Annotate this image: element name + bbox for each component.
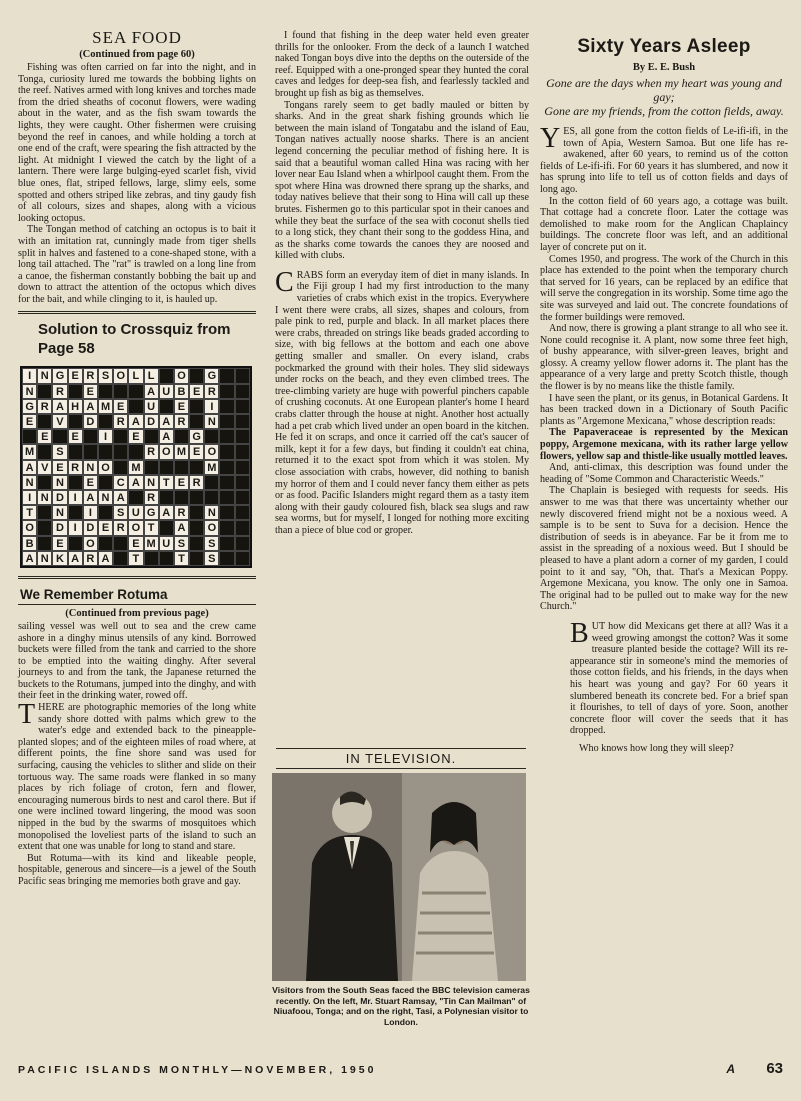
crossword-black-cell <box>98 536 113 551</box>
crossword-cell: N <box>98 490 113 505</box>
crossword-cell: E <box>98 520 113 535</box>
crossword-black-cell <box>159 399 174 414</box>
sea-food-title: SEA FOOD <box>92 28 182 47</box>
crossword-cell: G <box>52 368 67 383</box>
crossword-black-cell <box>113 384 128 399</box>
crossword-cell: U <box>128 505 143 520</box>
crossword-black-cell <box>113 444 128 459</box>
crossword-black-cell <box>128 444 143 459</box>
crossword-cell: L <box>144 368 159 383</box>
crossword-black-cell <box>159 551 174 566</box>
crossword-cell: O <box>113 368 128 383</box>
crossword-cell: R <box>174 505 189 520</box>
crossword-cell: A <box>174 520 189 535</box>
crossword-cell: R <box>83 551 98 566</box>
crossword-cell: N <box>52 505 67 520</box>
crossword-black-cell <box>37 414 52 429</box>
sea-food-paragraph: I found that fishing in the deep water held even greater thrills for the onlooker. From the deck of a launch I watched naked Tongan boys dive into the depths on the outerside of the reef. Equipped with a one-pronged spear they hunted the coral caves and ledges for deep-sea fish, and fearlessly tackled and brought up fish as big as themselves. <box>275 30 529 99</box>
crossword-black-cell <box>235 368 250 383</box>
crossword-cell: M <box>128 460 143 475</box>
crossword-cell: R <box>52 384 67 399</box>
crossword-cell: N <box>144 475 159 490</box>
crossword-cell: A <box>68 551 83 566</box>
crossword-cell: R <box>174 414 189 429</box>
crossword-black-cell <box>235 490 250 505</box>
crossword-black-cell <box>189 490 204 505</box>
photo-illustration <box>272 773 526 981</box>
divider <box>18 576 256 579</box>
crossword-black-cell <box>98 475 113 490</box>
crossword-cell: I <box>22 490 37 505</box>
crossword-black-cell <box>189 414 204 429</box>
crossword-cell: T <box>144 520 159 535</box>
crossword-cell: S <box>204 536 219 551</box>
crossword-black-cell <box>68 475 83 490</box>
crossword-black-cell <box>235 475 250 490</box>
crossword-cell: T <box>128 551 143 566</box>
sea-food-paragraph: The Tongan method of catching an octopus is to bait it with an imitation rat, cunningly made from tiger shells split in halves and fastened to a cone-shaped stone, with a long tail attached. The "rat" is trawled on a long line from a canoe, the fisherman constantly bobbing the bait up and down to attract the attention of the octopus which dives for the bait, and while clinging to it, is hauled up. <box>18 224 256 305</box>
crossword-cell: I <box>68 490 83 505</box>
crossword-black-cell <box>68 444 83 459</box>
crossword-black-cell <box>37 384 52 399</box>
crossword-cell: O <box>174 368 189 383</box>
crossword-cell: T <box>174 551 189 566</box>
sea-food-paragraph: Tongans rarely seem to get badly mauled or bitten by sharks. And in the great shark fishing grounds which lie between the main island of Tongatabu and the island of Eau, Tongan natives actually noose sharks. There is an ancient legend concerning the peculiar method of fishing here. It is said that a beautiful woman called Hina was racing with her lover near Eau Island when a whirlpool caught them. From the spot where Hina was drowned there sprang up the sharks, and today natives believe that their song to Hina will call up these brutes. Fishermen go to this particular spot in their canoes and while they beat the surface of the sea with coconut shells tied to a long stick, they chant their song to the goddess Hina, and as the sharks come towards the canoes they are noosed and killed with clubs. <box>275 99 529 262</box>
crossword-black-cell <box>98 384 113 399</box>
footer-text: PACIFIC ISLANDS MONTHLY—NOVEMBER, 1950 <box>18 1064 377 1076</box>
crossword-cell: L <box>128 368 143 383</box>
crossword-cell: G <box>189 429 204 444</box>
crossword-cell: N <box>204 505 219 520</box>
crossword-cell: R <box>68 460 83 475</box>
television-photo <box>272 773 526 981</box>
television-heading: IN TELEVISION. <box>276 748 526 769</box>
crossword-black-cell <box>22 429 37 444</box>
drop-cap: Y <box>540 123 561 154</box>
crossword-cell: E <box>52 460 67 475</box>
crossword-cell: T <box>22 505 37 520</box>
crossword-black-cell <box>235 551 250 566</box>
crossword-cell: E <box>68 429 83 444</box>
crossword-cell: S <box>98 368 113 383</box>
crossword-cell: D <box>52 490 67 505</box>
crossword-cell: D <box>83 520 98 535</box>
crossword-cell: A <box>22 460 37 475</box>
crossword-cell: E <box>83 384 98 399</box>
crossword-cell: T <box>159 475 174 490</box>
sea-food-continued: (Continued from page 60) <box>79 49 195 60</box>
crossword-cell: B <box>22 536 37 551</box>
crossword-black-cell <box>37 520 52 535</box>
crossword-cell: E <box>68 368 83 383</box>
crossword-black-cell <box>235 520 250 535</box>
divider <box>18 604 256 605</box>
crossword-black-cell <box>37 536 52 551</box>
crossword-cell: R <box>144 490 159 505</box>
sixty-paragraph: Comes 1950, and progress. The work of the Church in this place has extended to the point when the temporary church that served for 16 years, can be replaced by an edifice that will serve the congregation in its worship. Some time ago the site was surveyed and laid out. The concrete foundations of the former buildings were removed. <box>540 253 788 323</box>
crossword-black-cell <box>219 414 234 429</box>
crossword-black-cell <box>235 536 250 551</box>
sixty-paragraph: Who knows how long they will sleep? <box>579 742 734 754</box>
sixty-years-title: Sixty Years Asleep <box>577 36 751 57</box>
crossword-cell: G <box>144 505 159 520</box>
sixty-paragraph: I have seen the plant, or its genus, in Botanical Gardens. It has been tracked down in a Dictionary of South Pacific plants as "Argemone Mexicana," whose description reads: <box>540 392 788 427</box>
crossword-black-cell <box>113 536 128 551</box>
crossword-black-cell <box>68 536 83 551</box>
crossword-cell: E <box>128 429 143 444</box>
crossword-black-cell <box>235 444 250 459</box>
sixty-paragraph: BUT how did Mexicans get there at all? Was it a weed growing amongst the cotton? Was it some treasure planted beside the cottage? Will its re-appearance stir in someone's mind the memories of those cotton fields, and his friends, in the days when his heart was young and gay? For 60 years it slumbered beneath its concrete bed. For a brief span it flourishes, to tell of days of yore. Soon, another concrete floor will cover the seeds that it has dropped. <box>570 617 788 737</box>
crossword-cell: A <box>83 399 98 414</box>
drop-cap: C <box>275 266 294 298</box>
rotuma-paragraph: But Rotuma—with its kind and likeable people, hospitable, generous and sincere—is a jewel of the South Pacific seas bringing me memories both grave and gay. <box>18 852 256 887</box>
sixty-quote: The Papaveraceae is represented by the Mexican poppy, Argemone mexicana, with its rather large yellow flowers, yellow sap and thistle-like usually mottled leaves. <box>540 427 788 462</box>
crossword-cell: C <box>113 475 128 490</box>
crossword-black-cell <box>37 505 52 520</box>
crossword-cell: E <box>189 444 204 459</box>
crossword-black-cell <box>219 368 234 383</box>
crossword-cell: D <box>83 414 98 429</box>
crabs-paragraph: CRABS form an everyday item of diet in many islands. In the Fiji group I had my first introduction to the many varieties of crabs which exist in the tropics. Everywhere I went there were crabs, all sizes, shapes and colours, from pale pink to red, purple and black. In all market places there were crabs, threaded on strings like beads graded according to size, with big fellows at the bottom and each one above getting smaller and smaller. On every island, crabs pockmarked the ground with their holes. They slid sideways under rocks on the beach, and they even climbed trees. The tree-climbing variety are huge with powerful pinchers capable of crushing coconuts. At one European planter's home I heard crabs clatter through the house at night. Another host actually had a pet crab which lived under an open board in the kitchen. He fed it on scraps, and once it carried off the cat's saucer of milk, kept it for a few days, but finding it couldn't eat china, returned it to the exact spot from which it was stolen. My close association with crabs, however, did nothing to banish my horror of them and I could never fancy them either as pets or as food. Pacific Islanders might regard them as a tasty item along with their gaudy coloured fish, black sea slugs and raw sea worms, but for myself, I longed for nothing more exciting than a piece of blue cod or groper. <box>275 266 529 536</box>
crossword-cell: A <box>98 551 113 566</box>
crossword-black-cell <box>174 429 189 444</box>
crossword-cell: A <box>128 475 143 490</box>
verse <box>540 76 788 118</box>
crossword-cell: I <box>98 429 113 444</box>
crossword-black-cell <box>189 551 204 566</box>
crossword-cell: O <box>22 520 37 535</box>
crossword-black-cell <box>235 460 250 475</box>
crossword-black-cell <box>204 475 219 490</box>
crossword-cell: S <box>113 505 128 520</box>
crossword-black-cell <box>204 429 219 444</box>
crossword-black-cell <box>219 505 234 520</box>
crossword-black-cell <box>98 444 113 459</box>
crossword-black-cell <box>98 505 113 520</box>
column-right <box>540 28 788 754</box>
crossword-black-cell <box>128 399 143 414</box>
page-footer <box>18 1060 783 1077</box>
crossword-cell: U <box>159 536 174 551</box>
crossword-cell: M <box>174 444 189 459</box>
crossword-cell: E <box>174 475 189 490</box>
crossword-cell: E <box>174 399 189 414</box>
crossword-black-cell <box>235 399 250 414</box>
crossword-cell: E <box>22 414 37 429</box>
crossword-cell: U <box>144 399 159 414</box>
crossword-cell: V <box>52 414 67 429</box>
crossword-cell: R <box>189 475 204 490</box>
verse-line: Gone are my friends, from the cotton fields, away. <box>544 104 784 118</box>
crossword-cell: O <box>159 444 174 459</box>
crossword-cell: R <box>37 399 52 414</box>
crossword-cell: O <box>128 520 143 535</box>
crossword-black-cell <box>189 368 204 383</box>
crossword-cell: O <box>204 444 219 459</box>
crossword-black-cell <box>144 551 159 566</box>
crossword-cell: A <box>128 414 143 429</box>
sixty-paragraph: In the cotton field of 60 years ago, a cottage was built. That cottage had a concrete floor. Later the cottage was demolished to make room for the Anglican Chaplaincy buildings. The concrete floor was left, and an additional layer of concrete put on it. <box>540 195 788 253</box>
crossword-black-cell <box>113 460 128 475</box>
crossword-cell: S <box>174 536 189 551</box>
crossword-black-cell <box>219 399 234 414</box>
sixty-paragraph: And now, there is growing a plant strange to all who see it. None could recognise it. A plant, now some three feet high, of bushy appearance, with silver-green leaves, bright and glossy. A creamy yellow flower adorns it. The plant has the appearance of a very large and pretty Scotch thistle, though the flower is by no means like the thistle family. <box>540 323 788 393</box>
sixty-paragraph: YES, all gone from the cotton fields of Le-ifi-ifi, in the town of Apia, Western Samoa. But one life has re-awakened, after 60 years, to remind us of the cotton fields of Le-ifi-ifi. For 60 years it has slumbered, and now it has sprung into life to tell us of cotton fields and days of long ago. <box>540 123 788 195</box>
drop-cap: T <box>18 699 36 731</box>
television-photo-box <box>272 748 530 1048</box>
sea-food-paragraph: Fishing was often carried on far into the night, and in Tonga, curiosity lured me towards the bobbing lights on the reef. Natives armed with long knives and torches made from the dried sheaths of coconut flowers, were wading about in the water, and as the fish swam towards the lights, they were caught. Other fishermen were cruising beyond the reef in canoes, and while holding a torch at one end of the craft, were spearing the fish attracted by the light. At midnight I viewed the catch by the light of a lantern. There were large bulging-eyed scarlet fish, vivid blue ones, flat, striped fellows, large, slimy eels, some spotted and others striped like zebras, and tiny gaudy fish of all colours, sizes and shapes, along with a vicious looking octopus. <box>18 62 256 224</box>
crossword-cell: R <box>144 444 159 459</box>
crossword-cell: N <box>22 384 37 399</box>
crossword-cell: N <box>204 414 219 429</box>
crossword-cell: G <box>22 399 37 414</box>
crossword-black-cell <box>52 429 67 444</box>
crossquiz-title: Solution to Crossquiz from Page 58 <box>38 321 231 358</box>
crossword-cell: N <box>52 475 67 490</box>
crossword-black-cell <box>174 460 189 475</box>
crossword-cell: A <box>159 429 174 444</box>
drop-cap: B <box>570 617 589 649</box>
crossword-black-cell <box>219 551 234 566</box>
crossword-black-cell <box>189 399 204 414</box>
sixty-paragraph: The Chaplain is besieged with requests for seeds. His answer to me was that there was uncertainty whether our newly discovered friend might not be a noxious weed. A sample is to be sent to Suva for a decision. Hence the distribution of seeds is in abeyance. Far be it from me to assist in the spreading of a noxious weed. But I should be pleased to have a plant adorn a corner of my garden, I could point to it and say, "Oh, that. That's a Mexican Poppy. Argemone Mexicana, you know. The only one in Samoa. The original had to be pulled out to make way for the new Church." <box>540 485 788 613</box>
rotuma-title: We Remember Rotuma <box>20 586 168 602</box>
crossword-black-cell <box>98 414 113 429</box>
crossword-cell: R <box>204 384 219 399</box>
crossword-cell: M <box>98 399 113 414</box>
crossword-cell: N <box>83 460 98 475</box>
crossword-black-cell <box>159 490 174 505</box>
crossword-cell: N <box>22 475 37 490</box>
crossword-black-cell <box>144 460 159 475</box>
crossword-black-cell <box>219 444 234 459</box>
crossword-black-cell <box>235 414 250 429</box>
footer-mark: A <box>726 1062 735 1076</box>
crossword-black-cell <box>37 475 52 490</box>
crossword-cell: H <box>68 399 83 414</box>
crossword-black-cell <box>219 520 234 535</box>
crossword-black-cell <box>189 505 204 520</box>
crossword-cell: A <box>144 384 159 399</box>
crossword-cell: M <box>22 444 37 459</box>
crossword-cell: R <box>113 414 128 429</box>
crossword-cell: A <box>113 490 128 505</box>
crossword-cell: O <box>83 536 98 551</box>
crossword-black-cell <box>219 384 234 399</box>
crossword-black-cell <box>144 429 159 444</box>
crossword-black-cell <box>174 490 189 505</box>
crossword-black-cell <box>159 368 174 383</box>
crossword-cell: N <box>37 490 52 505</box>
verse-line: Gone are the days when my heart was young and gay; <box>546 76 782 104</box>
sixty-paragraph: And, anti-climax, this description was found under the heading of "Some Common and Characteristic Weeds." <box>540 462 788 485</box>
crossword-black-cell <box>219 429 234 444</box>
crossword-cell: R <box>83 368 98 383</box>
crossword-cell: O <box>98 460 113 475</box>
page-number: 63 <box>766 1060 783 1077</box>
rotuma-paragraph: sailing vessel was well out to sea and the crew came ashore in a dinghy minus utensils of any kind. Borrowed buckets were filled from the tank and carried to the shore to be emptied into the waiting dinghy. After several journeys to and from the tank, the Japanese returned the buckets to the Rotumans, jumped into the dinghy, and with their feet in the drinking water, rowed off. <box>18 620 256 702</box>
crossword-black-cell <box>68 414 83 429</box>
crossword-cell: M <box>204 460 219 475</box>
crossword-cell: D <box>144 414 159 429</box>
crossword-black-cell <box>83 429 98 444</box>
rotuma-continued: (Continued from previous page) <box>65 607 209 619</box>
crossword-cell: B <box>174 384 189 399</box>
crossquiz-grid <box>20 366 252 567</box>
crossword-black-cell <box>189 520 204 535</box>
crossword-cell: A <box>83 490 98 505</box>
crossword-cell: N <box>37 368 52 383</box>
crossword-black-cell <box>235 384 250 399</box>
crossword-cell: R <box>113 520 128 535</box>
crossword-cell: M <box>144 536 159 551</box>
crossword-black-cell <box>68 384 83 399</box>
crossword-cell: V <box>37 460 52 475</box>
television-caption: Visitors from the South Seas faced the BBC television cameras recently. On the left, Mr. Stuart Ramsay, "Tin Can Mailman" of Niuafoou, Tonga; and on the right, Tasi, a Polynesian visitor to London. <box>272 985 530 1027</box>
crossword-black-cell <box>219 460 234 475</box>
crossword-black-cell <box>159 520 174 535</box>
crossword-cell: S <box>204 551 219 566</box>
crossword-black-cell <box>128 384 143 399</box>
crossword-black-cell <box>219 475 234 490</box>
crossword-cell: S <box>52 444 67 459</box>
crossword-cell: E <box>113 399 128 414</box>
crossword-black-cell <box>128 490 143 505</box>
crossword-cell: G <box>204 368 219 383</box>
crossword-cell: E <box>128 536 143 551</box>
crossword-black-cell <box>219 490 234 505</box>
crossword-cell: E <box>83 475 98 490</box>
crossword-cell: N <box>37 551 52 566</box>
column-left <box>18 28 256 888</box>
crossword-cell: E <box>52 536 67 551</box>
crossword-cell: I <box>204 399 219 414</box>
byline: By E. E. Bush <box>632 62 696 73</box>
divider <box>18 311 256 314</box>
crossword-black-cell <box>113 551 128 566</box>
crossword-black-cell <box>235 505 250 520</box>
crossword-cell: A <box>22 551 37 566</box>
crossword-black-cell <box>83 444 98 459</box>
crossword-cell: E <box>189 384 204 399</box>
crossword-cell: I <box>22 368 37 383</box>
crossword-cell: A <box>159 414 174 429</box>
column-middle <box>275 30 529 537</box>
crossword-cell: U <box>159 384 174 399</box>
crossword-black-cell <box>113 429 128 444</box>
crossword-black-cell <box>68 505 83 520</box>
crossword-cell: D <box>52 520 67 535</box>
crossword-black-cell <box>189 536 204 551</box>
crossword-black-cell <box>37 444 52 459</box>
rotuma-paragraph: THERE are photographic memories of the long white sandy shore dotted with palms which grew to the water's edge and extended back to the pineapple-planted slopes; and of the eighteen miles of road where, at different points, the fine shore sand was used for surfacing, causing the vehicles to slither and slide on their tortuous way. The same roads were flanked in so many places by rich foliage of croton, fern and flower, encouraging numerous birds to nest and carol there. But if one were inclined toward lingering, the mood was soon nipped in the bud by the swarms of mosquitoes which monopolised the loveliest parts of the island to such an extent that one was unable for long to stand and stare. <box>18 699 256 853</box>
crossword-black-cell <box>235 429 250 444</box>
crossword-cell: I <box>68 520 83 535</box>
crossword-black-cell <box>204 490 219 505</box>
crossword-cell: I <box>83 505 98 520</box>
crossword-cell: K <box>52 551 67 566</box>
crossword-cell: E <box>37 429 52 444</box>
crossword-cell: A <box>159 505 174 520</box>
crossword-cell: A <box>52 399 67 414</box>
crossword-black-cell <box>189 460 204 475</box>
crossword-black-cell <box>219 536 234 551</box>
crossword-black-cell <box>159 460 174 475</box>
crossword-cell: O <box>204 520 219 535</box>
